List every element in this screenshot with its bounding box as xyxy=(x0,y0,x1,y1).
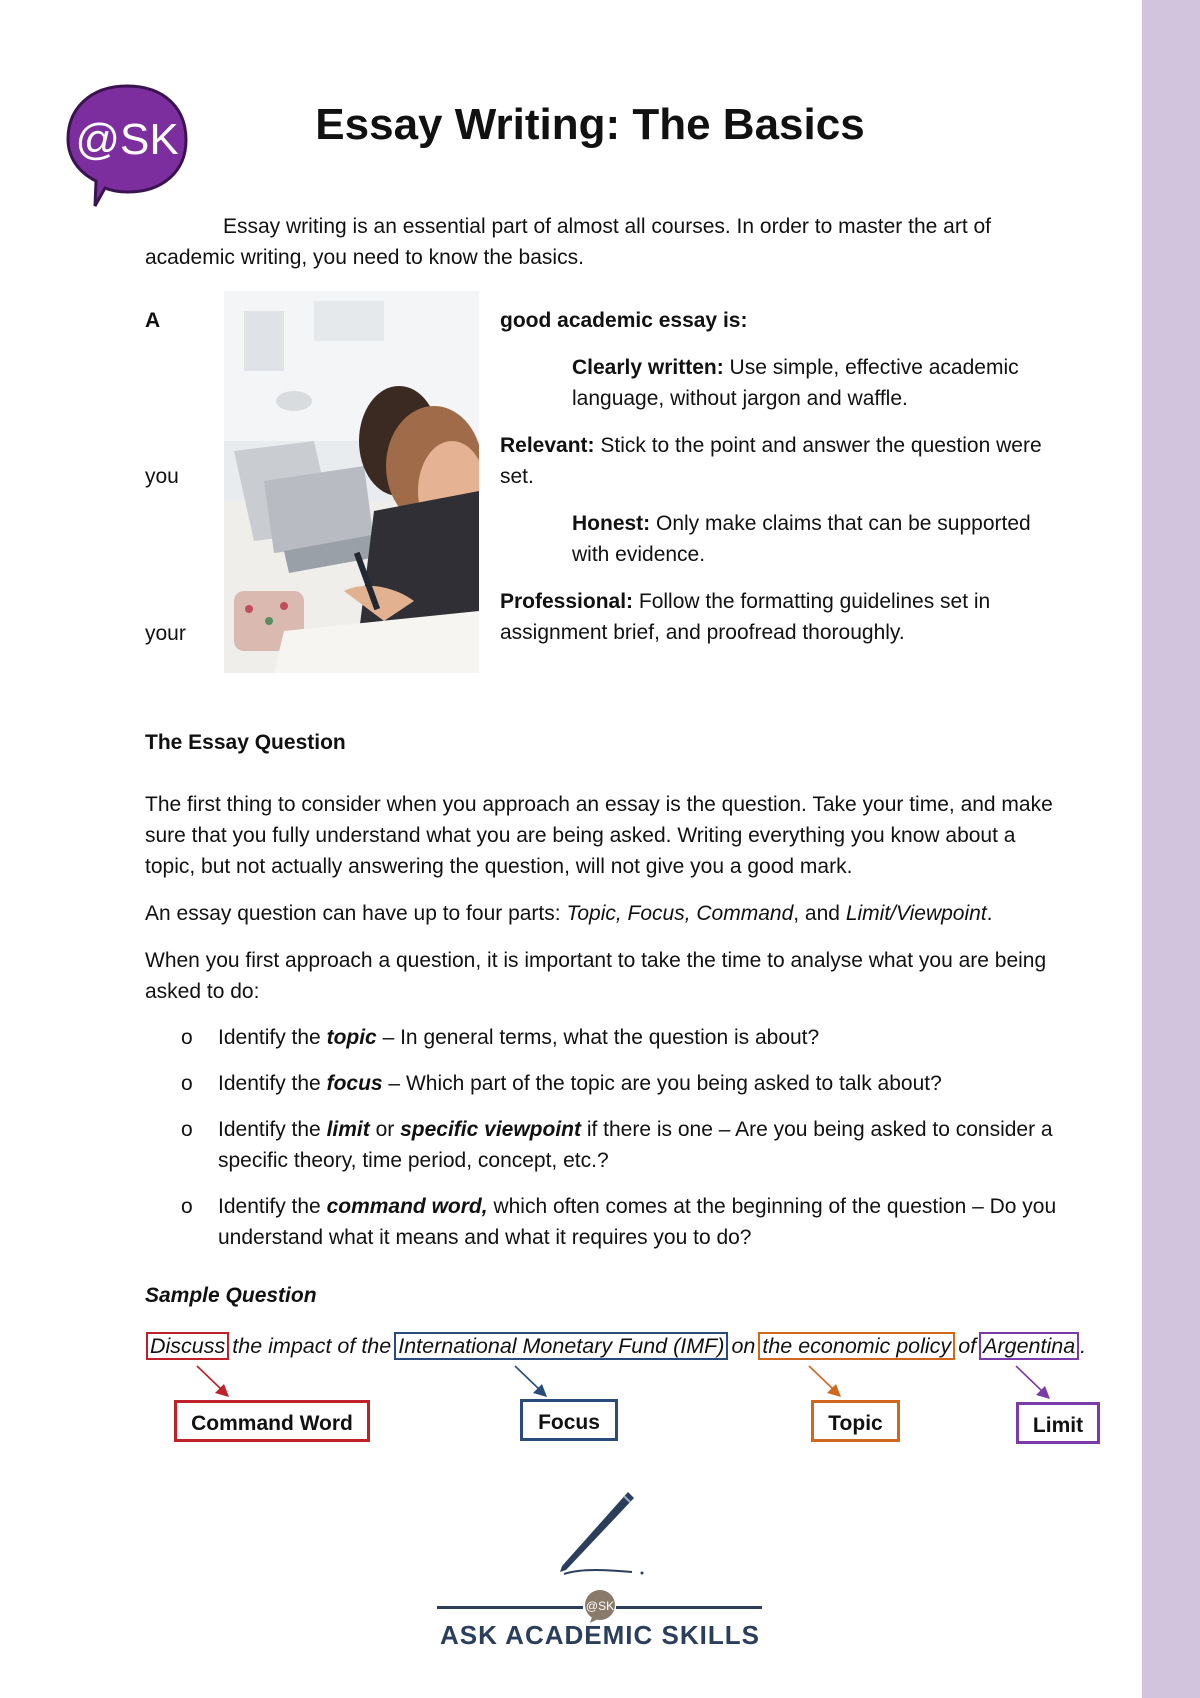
criterion-professional xyxy=(500,586,1060,648)
bullet-text: Identify the xyxy=(218,1026,327,1049)
label-limit: Limit xyxy=(1016,1402,1100,1444)
label-command-word: Command Word xyxy=(174,1400,370,1442)
good-essay-heading: good academic essay is: xyxy=(500,309,748,332)
segment-text: International Monetary Fund (IMF) xyxy=(398,1334,725,1358)
bullet-text: Identify the xyxy=(218,1195,327,1218)
footer-badge-text: @SK xyxy=(585,1599,615,1613)
arrow-command xyxy=(197,1366,229,1397)
bullet-key: command word, xyxy=(326,1195,488,1218)
page-title: Essay Writing: The Basics xyxy=(315,100,865,149)
criterion-text: Use simple, effective academic language, without jargon and waffle. xyxy=(572,356,1019,410)
footer-badge-icon xyxy=(582,1589,618,1623)
criterion-honest xyxy=(572,508,1072,570)
list-item xyxy=(145,1068,1065,1099)
bullet-text: or xyxy=(369,1118,401,1141)
paragraph-analyse: When you first approach a question, it is important to take the time to analyse what you are being asked to do: xyxy=(145,949,1047,1003)
paragraph-four-parts xyxy=(145,898,1065,929)
label-topic: Topic xyxy=(811,1400,900,1442)
segment-focus xyxy=(394,1332,728,1360)
segment-limit xyxy=(979,1332,1079,1360)
wrapped-word-a: A xyxy=(145,309,161,332)
criterion-term: Clearly written: xyxy=(572,356,724,379)
criterion-term: Honest: xyxy=(572,512,651,535)
criterion-clearly-written xyxy=(572,352,1072,414)
bullet-text: which often comes at the beginning of the question – Do you understand what it means and what it requires you to do? xyxy=(218,1195,1057,1249)
section-heading-essay-question: The Essay Question xyxy=(145,731,346,754)
segment-command xyxy=(146,1332,229,1360)
segment-end: . xyxy=(1080,1334,1087,1358)
segment-topic xyxy=(758,1332,955,1360)
arrow-focus xyxy=(515,1366,547,1397)
criterion-relevant xyxy=(500,430,1060,492)
criterion-text: Stick to the point and answer the question were set. xyxy=(500,434,1042,488)
bullet-text: – Which part of the topic are you being asked to talk about? xyxy=(382,1072,942,1095)
intro-paragraph: Essay writing is an essential part of almost all courses. In order to master the art of academic writing, you need to know the basics. xyxy=(145,215,991,269)
bullet-text: Identify the xyxy=(218,1118,327,1141)
bullet-text: – In general terms, what the question is about? xyxy=(376,1026,820,1049)
paragraph-text: . xyxy=(986,902,993,925)
bullet-key: topic xyxy=(326,1026,377,1049)
criterion-term: Professional: xyxy=(500,590,634,613)
label-focus: Focus xyxy=(520,1399,618,1441)
bullet-circle-icon: o xyxy=(181,1195,193,1218)
pen-icon xyxy=(552,1488,652,1578)
footer-rule-right xyxy=(616,1606,762,1609)
bullet-key: specific viewpoint xyxy=(400,1118,581,1141)
paragraph-text: , and xyxy=(793,902,846,925)
logo-speech-bubble-icon xyxy=(62,82,192,207)
logo-text: @SK xyxy=(75,115,179,164)
segment-text: Discuss xyxy=(150,1334,226,1358)
bullet-text: if there is one – Are you being asked to consider a specific theory, time period, concept, etc.? xyxy=(218,1118,1053,1172)
list-item xyxy=(145,1022,1065,1053)
bullet-circle-icon: o xyxy=(181,1072,193,1095)
criterion-text: Follow the formatting guidelines set in assignment brief, and proofread thoroughly. xyxy=(500,590,991,644)
criterion-term: Relevant: xyxy=(500,434,595,457)
bullet-circle-icon: o xyxy=(181,1118,193,1141)
segment-text: Argentina xyxy=(983,1334,1076,1358)
identify-list xyxy=(145,1022,1065,1268)
wrapped-word-your: your xyxy=(145,622,186,645)
bullet-text: Identify the xyxy=(218,1072,327,1095)
segment-plain: on xyxy=(731,1334,756,1358)
paragraph-text: An essay question can have up to four parts: xyxy=(145,902,567,925)
segment-text: the economic policy xyxy=(762,1334,952,1358)
sidebar-stripe xyxy=(1142,0,1200,1698)
list-item xyxy=(145,1114,1065,1176)
sample-question xyxy=(145,1331,1086,1362)
students-writing-photo xyxy=(224,291,479,673)
bullet-key: limit xyxy=(326,1118,370,1141)
arrow-topic xyxy=(809,1366,841,1397)
parts-italic: Topic, Focus, Command xyxy=(566,902,794,925)
paragraph-first-thing: The first thing to consider when you approach an essay is the question. Take your time, and make sure that you fully understand what you are being asked. Writing everything you know about a topic, but not actually answering the question, will not give you a good mark. xyxy=(145,793,1053,878)
wrapped-word-you: you xyxy=(145,465,179,488)
criterion-text: Only make claims that can be supported with evidence. xyxy=(572,512,1031,566)
bullet-key: focus xyxy=(326,1072,383,1095)
segment-plain: of xyxy=(958,1334,977,1358)
footer-brand: ASK ACADEMIC SKILLS xyxy=(440,1620,760,1650)
list-item xyxy=(145,1191,1065,1253)
bullet-circle-icon: o xyxy=(181,1026,193,1049)
sample-question-label: Sample Question xyxy=(145,1284,317,1307)
arrow-limit xyxy=(1016,1366,1050,1399)
segment-plain: the impact of the xyxy=(232,1334,392,1358)
parts-italic: Limit/Viewpoint xyxy=(845,902,987,925)
footer-rule-left xyxy=(437,1606,583,1609)
